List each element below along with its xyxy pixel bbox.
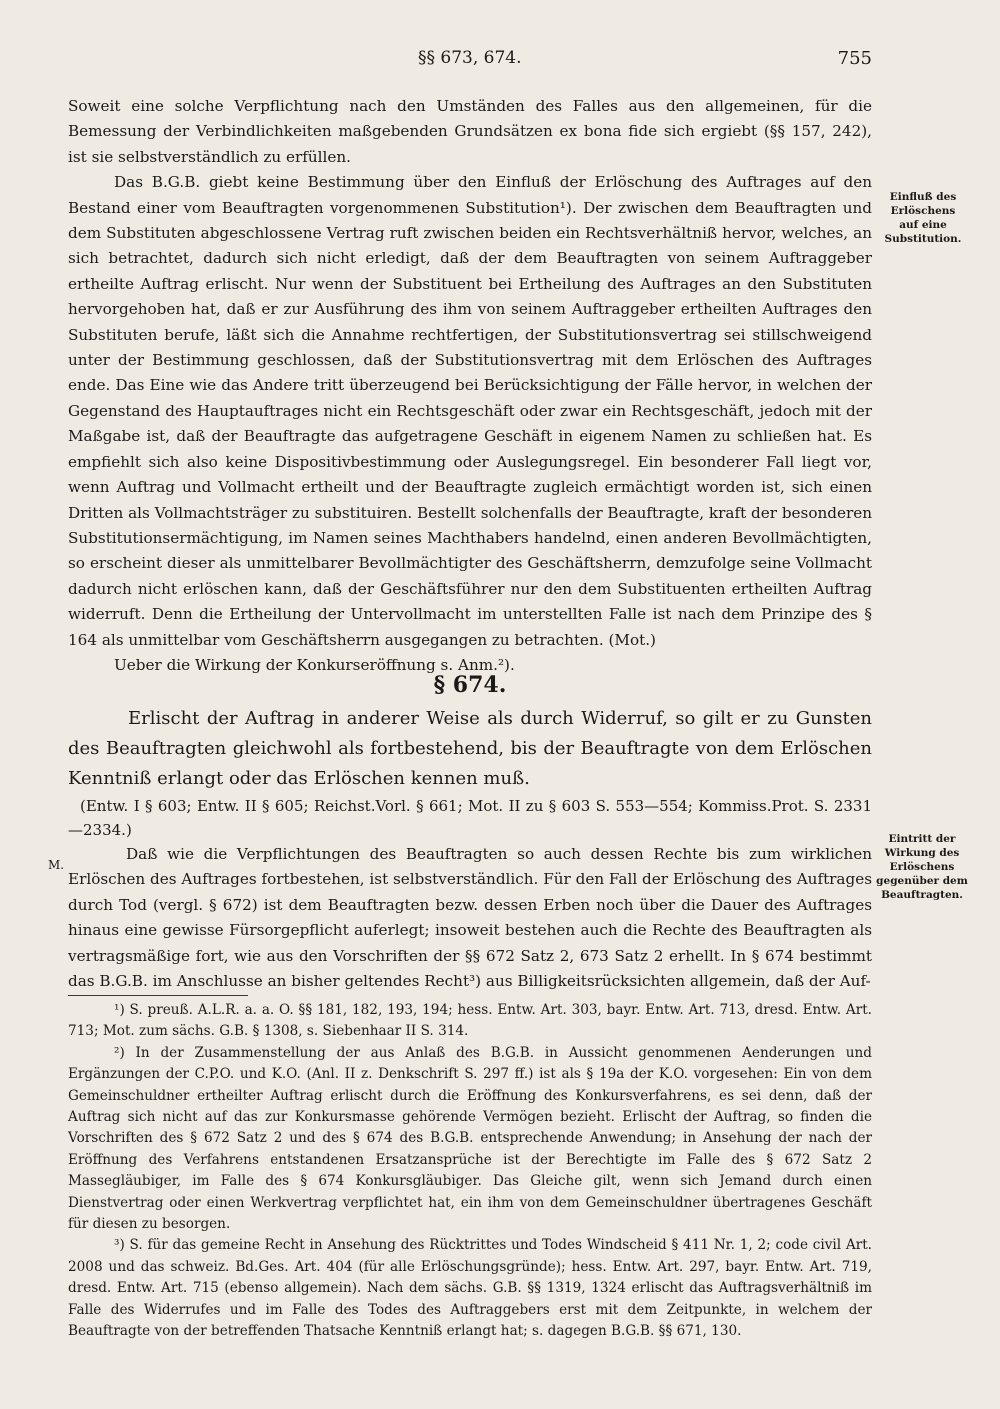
running-section-title: §§ 673, 674.	[418, 48, 522, 68]
footnotes	[68, 1000, 872, 1343]
paragraph: Das B.G.B. giebt keine Bestimmung über den Einfluß der Erlöschung des Auftrages auf den Bestand einer vom Beauftragten vorgenommenen Substitution¹). Der zwischen dem Beauftragten und dem Substituten abgeschlossene Vertrag ruft zwischen beiden ein Rechtsverhältniß hervor, welches, an sich betrachtet, dadurch sich nicht erledigt, daß der dem Beauftragten von seinem Auftraggeber ertheilte Auftrag erlischt. Nur wenn der Substituent bei Ertheilung des Auftrages an den Substituten hervorgehoben hat, daß er zur Ausführung des ihm von seinem Auftraggeber ertheilten Auftrages den Substituten berufe, läßt sich die Annahme rechtfertigen, der Substitutionsvertrag sei stillschweigend unter der Bestimmung geschlossen, daß der Substitutionsvertrag mit dem Erlöschen des Auftrages ende. Das Eine wie das Andere tritt überzeugend bei Berücksichtigung der Fälle hervor, in welchen der Gegenstand des Hauptauftrages nicht ein Rechtsgeschäft oder zwar ein Rechtsgeschäft, jedoch mit der Maßgabe ist, daß der Beauftragte das aufgetragene Geschäft in eigenem Namen zu schließen hat. Es empfiehlt sich also keine Dispositivbestimmung oder Auslegungsregel. Ein besonderer Fall liegt vor, wenn Auftrag und Vollmacht ertheilt und der Beauftragte zugleich ermächtigt worden ist, sich einen Dritten als Vollmachtsträger zu substituiren. Bestellt solchenfalls der Beauftragte, kraft der besonderen Substitutionsermächtigung, im Namen seines Machthabers handelnd, einen anderen Bevollmächtigten, so erscheint dieser als unmittelbarer Bevollmächtigter des Geschäftsherrn, demzufolge seine Vollmacht dadurch nicht erlöschen kann, daß der Geschäftsführer nur den dem Substituenten ertheilten Auftrag widerruft. Denn die Ertheilung der Untervollmacht im unterstellten Falle ist nach dem Prinzipe des § 164 als unmittelbar vom Geschäftsherrn ausgegangen zu betrachten. (Mot.)	[68, 173, 872, 649]
footnote-3: ³) S. für das gemeine Recht in Ansehung des Rücktrittes und Todes Windscheid § 411 Nr. 1, 2; code civil Art. 2008 und das schweiz. Bd.Ges. Art. 404 (für alle Erlöschungsgründe); hess. Entw. Art. 297, bayr. Entw. Art. 719, dresd. Entw. Art. 715 (ebenso allgemein). Nach dem sächs. G.B. §§ 1319, 1324 erlischt das Auftragsverhältniß im Falle des Widerrufes und im Falle des Todes des Auftraggebers erst mit dem Zeitpunkte, in welchem der Beauftragte von der betreffenden Thatsache Kenntniß erlangt hat; s. dagegen B.G.B. §§ 671, 130.	[68, 1237, 872, 1340]
paragraph: Daß wie die Verpflichtungen des Beauftragten so auch dessen Rechte bis zum wirklichen Erlöschen des Auftrages fortbestehen, ist selbstverständlich. Für den Fall der Erlöschung des Auftrages durch Tod (vergl. § 672) ist dem Beauftragten bezw. dessen Erben noch über die Dauer des Auftrages hinaus eine gewisse Fürsorgepflicht auferlegt; insoweit bestehen auch die Rechte des Beauftragten als vertragsmäßige fort, wie aus den Vorschriften der §§ 672 Satz 2, 673 Satz 2 erhellt. In § 674 bestimmt das B.G.B. im Anschlusse an bisher geltendes Recht³) aus Billigkeitsrücksichten allgemein, daß der Auf-	[68, 845, 872, 991]
footnote-2: ²) In der Zusammenstellung der aus Anlaß des B.G.B. in Aussicht genommenen Aenderungen und Ergänzungen der C.P.O. und K.O. (Anl. II z. Denkschrift S. 297 ff.) ist als § 19a der K.O. vorgesehen: Ein von dem Gemeinschuldner ertheilter Auftrag erlischt durch die Eröffnung des Konkursverfahrens, es sei denn, daß der Auftrag sich nicht auf das zur Konkursmasse gehörende Vermögen bezieht. Erlischt der Auftrag, so finden die Vorschriften des § 672 Satz 2 und des § 674 des B.G.B. entsprechende Anwendung; in Ansehung der nach der Eröffnung des Verfahrens entstandenen Ersatzansprüche ist der Berechtigte im Falle des § 672 Satz 2 Massegläubiger, im Falle des § 674 Konkursgläubiger. Das Gleiche gilt, wenn sich Jemand durch einen Dienstvertrag oder einen Werkvertrag verpflichtet hat, ein ihm von dem Gemeinschuldner übertragenes Geschäft für diesen zu besorgen.	[68, 1044, 872, 1233]
page-header	[0, 46, 1000, 76]
motive-marker: M.	[48, 858, 65, 872]
commentary-section-673	[68, 94, 872, 678]
margin-note-substitution: Einfluß des Erlöschens auf eine Substitution.	[884, 191, 962, 245]
page-number: 755	[837, 48, 872, 69]
paragraph: Ueber die Wirkung der Konkurseröffnung s. Anm.²).	[114, 655, 515, 674]
section-heading-674: § 674.	[433, 672, 507, 698]
paragraph: Soweit eine solche Verpflichtung nach den Umständen des Falles aus den allgemeinen, für die Bemessung der Verbindlichkeiten maßgebenden Grundsätzen ex bona fide sich ergiebt (§§ 157, 242), ist sie selbstverständlich zu erfüllen.	[68, 97, 872, 166]
margin-note-effect: Eintritt der Wirkung des Erlöschens gegenüber dem Beauftragten.	[876, 833, 968, 901]
legislative-citation: (Entw. I § 603; Entw. II § 605; Reichst.Vorl. § 661; Mot. II zu § 603 S. 553—554; Kommiss.Prot. S. 2331—2334.)	[68, 797, 872, 839]
footnote-divider	[68, 995, 248, 996]
statute-text-674: Erlischt der Auftrag in anderer Weise als durch Widerruf, so gilt er zu Gunsten des Beauftragten gleichwohl als fortbestehend, bis der Beauftragte von dem Erlöschen Kenntniß erlangt oder das Erlöschen kennen muß.	[68, 708, 872, 789]
commentary-section-674	[68, 842, 872, 994]
footnote-1: ¹) S. preuß. A.L.R. a. a. O. §§ 181, 182, 193, 194; hess. Entw. Art. 303, bayr. Entw. Art. 713, dresd. Entw. Art. 713; Mot. zum sächs. G.B. § 1308, s. Siebenhaar II S. 314.	[68, 1002, 872, 1040]
